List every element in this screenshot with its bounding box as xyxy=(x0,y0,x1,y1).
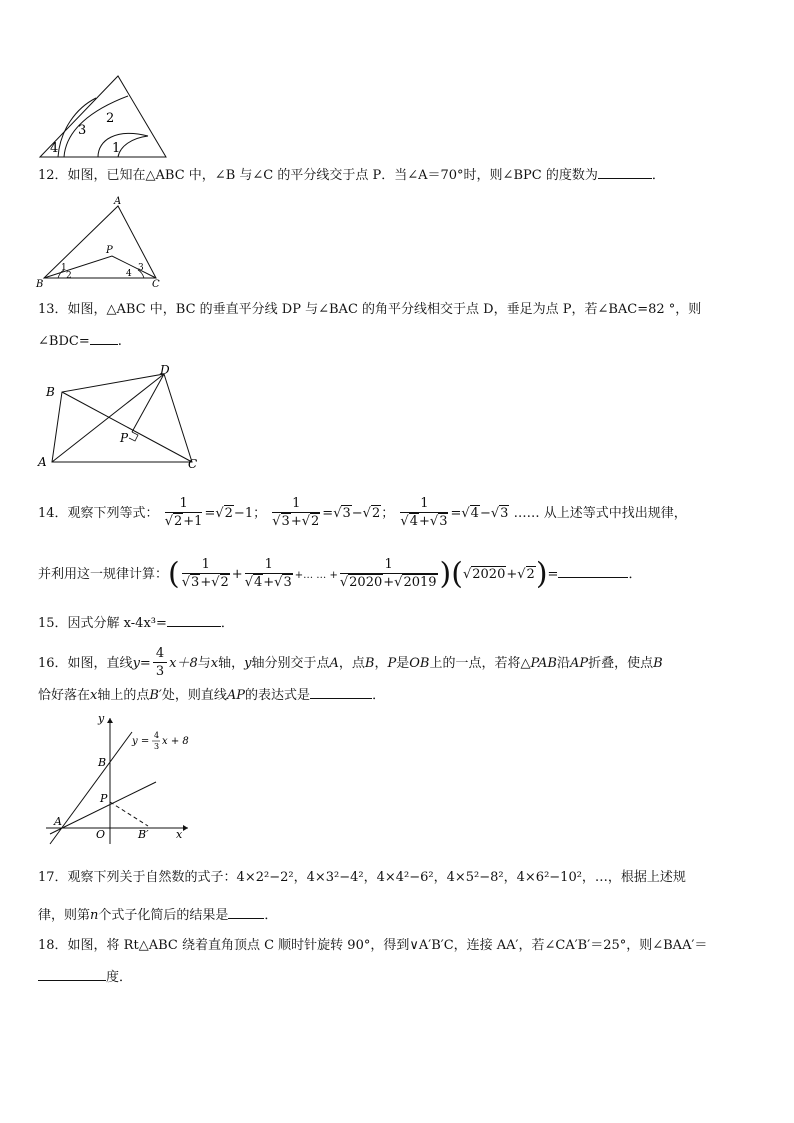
question-13-line2: ∠BDC= . xyxy=(38,330,122,352)
svg-text:B′: B′ xyxy=(138,828,149,841)
svg-text:A: A xyxy=(114,196,122,207)
fig11-label-2: 2 xyxy=(106,111,115,126)
figure-13 xyxy=(34,362,204,474)
q14-eq1-fraction: $\frac{1}{√2+1}$ xyxy=(164,496,203,529)
svg-text:P: P xyxy=(120,431,129,445)
q13-answer-blank[interactable] xyxy=(90,330,118,345)
q12-answer-blank[interactable] xyxy=(598,164,652,179)
svg-text:y =: y = xyxy=(132,736,150,747)
q15-answer-blank[interactable] xyxy=(167,612,221,627)
fig11-arc-small xyxy=(118,136,148,157)
q14-eq2-fraction: $\frac{1}{√3+√2}$ xyxy=(272,496,320,529)
svg-text:y: y xyxy=(98,712,105,725)
svg-text:B: B xyxy=(46,385,55,399)
svg-text:2: 2 xyxy=(66,271,72,281)
question-18-line2: 度． xyxy=(38,966,132,988)
q18-answer-blank[interactable] xyxy=(38,966,106,981)
svg-text:D: D xyxy=(160,363,170,377)
svg-text:3: 3 xyxy=(154,742,160,751)
fig11-triangle xyxy=(40,76,166,157)
fig11-label-1: 1 xyxy=(112,141,121,156)
svg-text:P: P xyxy=(106,245,113,256)
question-15: 15．因式分解 x-4x³= ． xyxy=(38,612,234,634)
question-17: 17．观察下列关于自然数的式子：4×2²−2²，4×3²−4²，4×4²−6²，4×5²−8²，4×6²−10²，…，根据上述规 xyxy=(38,870,686,885)
question-17-line2: 律，则第n个式子化简后的结果是 ． xyxy=(38,904,277,926)
svg-text:x: x xyxy=(176,828,183,841)
q12-text: 如图，已知在△ABC 中，∠B 与∠C 的平分线交于点 P．当∠A＝70°时，则∠BPC 的度数为 xyxy=(67,168,598,183)
svg-text:B: B xyxy=(98,756,107,769)
question-14: 14．观察下列等式： $\frac{1}{√2+1}$ =√2−1； $\frac{1}{√3+√2}$ =√3−√2； $\frac{1}{√4+√3}$ =√4−√3 …… 从上述等式中找出规律， xyxy=(38,496,687,529)
svg-text:A: A xyxy=(54,815,62,828)
question-14-line2: 并利用这一规律计算：( $\frac{1}{√3+√2}$ + $\frac{1}{√4+√3}$ +… … + $\frac{1}{√2020+√2019}$ )(√2020+√2)= ． xyxy=(38,556,642,592)
svg-text:C: C xyxy=(152,279,160,288)
q16-answer-blank[interactable] xyxy=(310,684,372,699)
svg-text:P: P xyxy=(100,792,108,805)
svg-text:B: B xyxy=(36,279,44,288)
q12-number: 12． xyxy=(38,168,68,183)
question-18: 18．如图，将 Rt△ABC 绕着直角顶点 C 顺时针旋转 90°，得到∨A′B′C，连接 AA′，若∠CA′B′＝25°，则∠BAA′＝ xyxy=(38,938,708,953)
question-16: 16．如图，直线y= $\frac{4}{3}$ x＋8与x轴，y轴分别交于点A，点B，P是OB上的一点，若将△PAB沿AP折叠，使点B xyxy=(38,646,663,679)
svg-text:3: 3 xyxy=(138,263,144,273)
figure-11 xyxy=(36,70,170,160)
q14-answer-blank[interactable] xyxy=(558,563,628,578)
svg-text:O: O xyxy=(96,828,106,841)
fig11-label-4: 4 xyxy=(50,141,59,156)
svg-text:C: C xyxy=(188,457,198,471)
question-13: 13．如图，△ABC 中，BC 的垂直平分线 DP 与∠BAC 的角平分线相交于点 D，垂足为点 P，若∠BAC=82 °，则 xyxy=(38,302,702,317)
figure-16 xyxy=(40,710,196,850)
svg-text:4: 4 xyxy=(126,269,132,279)
svg-text:4: 4 xyxy=(154,731,160,740)
q14-eq3-fraction: $\frac{1}{√4+√3}$ xyxy=(400,496,448,529)
svg-text:1: 1 xyxy=(61,263,67,273)
figure-12 xyxy=(34,194,166,288)
question-12: 12．如图，已知在△ABC 中，∠B 与∠C 的平分线交于点 P．当∠A＝70°时，则∠BPC 的度数为 ． xyxy=(38,164,665,186)
question-16-line2: 恰好落在x轴上的点B′处，则直线AP的表达式是 ． xyxy=(38,684,385,706)
fig11-label-3: 3 xyxy=(78,123,87,138)
svg-text:A: A xyxy=(38,455,47,469)
svg-text:x + 8: x + 8 xyxy=(162,736,189,747)
q17-answer-blank[interactable] xyxy=(228,904,264,919)
